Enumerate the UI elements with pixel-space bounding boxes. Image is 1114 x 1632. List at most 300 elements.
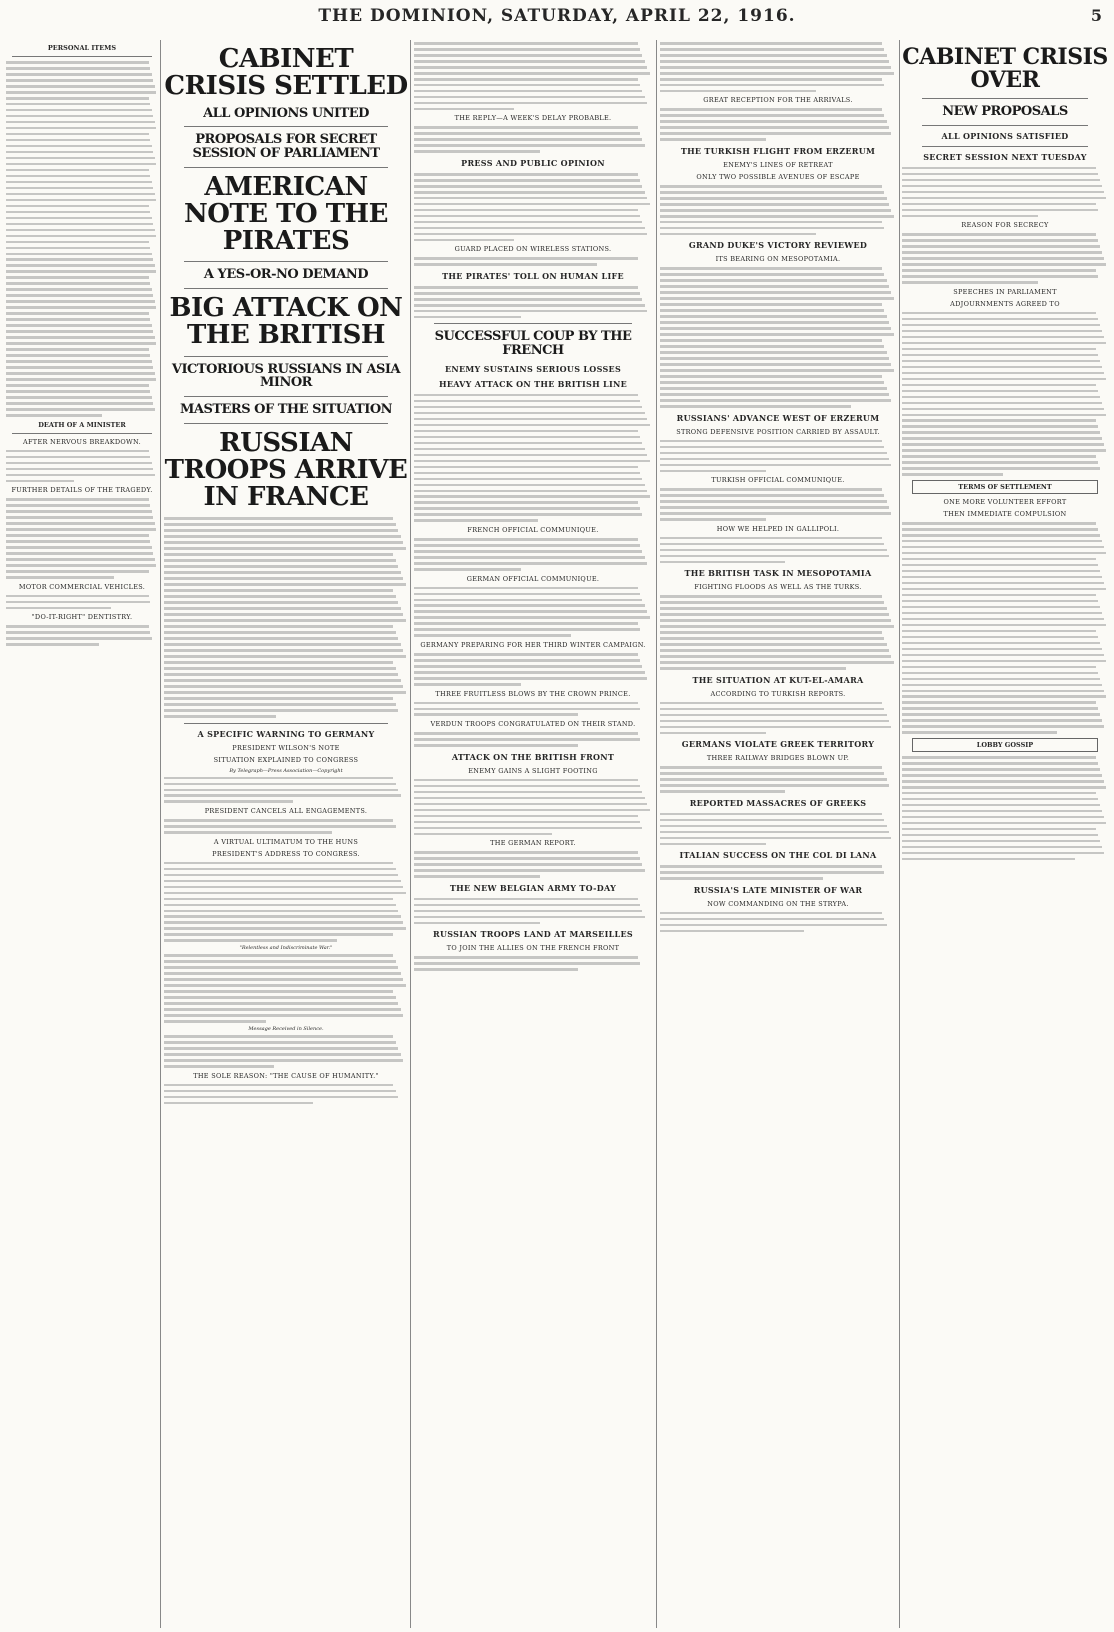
text-line [902,816,1104,819]
text-line [660,667,846,670]
text-line [6,462,152,465]
text-line [6,504,150,507]
text-line [414,956,638,959]
text-line [902,455,1096,458]
text-line [902,690,1104,693]
text-line [902,251,1102,254]
text-line [902,606,1100,609]
text-line [164,939,337,942]
text-line [414,221,642,224]
text-line [660,512,891,515]
text-line [660,90,816,93]
text-line [902,342,1106,345]
text-line [414,869,645,872]
article-body [660,440,896,473]
article-body [164,777,408,804]
headline-italian: ITALIAN SUCCESS ON THE COL DI LANA [679,850,877,861]
text-line [164,697,393,700]
text-line [902,425,1098,428]
text-line [6,510,152,513]
text-line [660,399,891,402]
text-line [414,910,642,913]
subheading: ONLY TWO POSSIBLE AVENUES OF ESCAPE [696,172,860,181]
text-line [414,604,645,607]
text-line [902,281,1038,284]
text-line [164,553,393,556]
text-line [6,270,156,273]
text-line [660,221,882,224]
text-line [414,490,647,493]
headline-proposals: PROPOSALS FOR SECRET SESSION OF PARLIAMENT [192,132,380,161]
text-line [902,546,1104,549]
text-line [660,381,884,384]
text-line [414,138,642,141]
text-line [414,460,650,463]
text-line [660,315,887,318]
text-line [414,827,642,830]
text-line [6,570,149,573]
text-line [164,777,393,780]
headline-minister-war: RUSSIA'S LATE MINISTER OF WAR [693,884,863,895]
article-body [414,653,652,686]
text-line [414,227,645,230]
article-body [6,498,158,578]
text-line [164,577,403,580]
text-line [414,702,638,705]
text-line [6,564,156,567]
text-line [414,587,638,590]
subheading: THE GERMAN REPORT. [490,839,576,848]
text-line [414,310,647,313]
text-line [6,151,153,154]
headline-big-attack: BIG ATTACK ON THE BRITISH [169,293,403,351]
text-line [902,203,1096,206]
text-line [6,456,150,459]
headline-toll: THE PIRATES' TOLL ON HUMAN LIFE [442,270,624,281]
text-line [902,695,1106,698]
text-line [902,558,1096,561]
text-line [164,709,398,712]
text-line [414,904,640,907]
text-line [164,933,393,936]
text-line [414,821,640,824]
text-line [164,996,396,999]
subheading: ENEMY GAINS A SLIGHT FOOTING [468,766,598,775]
article-body [660,42,896,92]
text-line [414,519,538,522]
article-body [660,108,896,141]
text-line [902,725,1104,728]
text-line [902,197,1106,200]
text-line [414,424,650,427]
text-line [6,91,156,94]
text-line [660,209,891,212]
text-line [164,637,398,640]
subheading: STRONG DEFENSIVE POSITION CARRIED BY ASSAULT. [676,427,880,436]
text-line [660,452,887,455]
article-body [660,813,896,846]
text-line [6,354,150,357]
text-line [902,594,1096,597]
text-line [902,173,1098,176]
text-line [902,191,1104,194]
text-line [902,275,1098,278]
text-line [6,468,153,471]
text-line [6,187,153,190]
text-line [660,470,766,473]
headline-american-note: AMERICAN NOTE TO THE PIRATES [184,171,388,257]
text-line [902,324,1100,327]
text-line [660,555,889,558]
text-line [414,132,640,135]
text-line [414,968,578,971]
article-body [164,862,408,942]
text-line [6,330,153,333]
text-line [164,661,393,664]
text-line [902,654,1104,657]
text-line [6,276,149,279]
text-line [414,610,647,613]
text-line [414,599,642,602]
text-line [660,369,894,372]
text-line [414,90,642,93]
text-line [6,139,150,142]
text-line [902,576,1102,579]
text-line [660,619,891,622]
subheading: GERMAN OFFICIAL COMMUNIQUE. [466,574,600,583]
text-line [902,858,1075,861]
text-line [660,375,882,378]
text-line [902,167,1096,170]
text-line [660,720,889,723]
text-line [164,649,403,652]
text-line [6,528,156,531]
headline-russian-troops: RUSSIAN TROOPS ARRIVE IN FRANCE [164,427,408,513]
headline-attack-front: ATTACK ON THE BRITISH FRONT [451,751,615,762]
text-line [164,1014,403,1017]
text-line [164,794,401,797]
text-line [164,655,406,658]
text-line [660,561,785,564]
text-line [164,1053,401,1056]
headline-victorious: VICTORIOUS RUSSIANS IN ASIA MINOR [171,361,401,391]
text-line [164,819,393,822]
text-line [414,66,647,69]
text-line [660,625,894,628]
text-line [414,472,640,475]
text-line [660,930,804,933]
text-line [414,622,638,625]
text-line [414,96,645,99]
text-line [164,1065,274,1068]
text-line [6,450,149,453]
article-body [660,912,896,933]
text-line [902,666,1096,669]
text-line [6,643,99,646]
text-line [164,800,293,803]
article-body [414,126,652,153]
section-heading-death: DEATH OF A MINISTER [38,420,126,429]
text-line [660,543,884,546]
article-body [414,779,652,835]
text-line [660,918,884,921]
text-line [902,360,1100,363]
text-line [660,631,882,634]
headline-coup: SUCCESSFUL COUP BY THE FRENCH [434,329,632,359]
text-line [660,912,882,915]
text-line [414,430,638,433]
text-line [414,466,638,469]
subheading: GUARD PLACED ON WIRELESS STATIONS. [454,245,612,254]
column-cabinet-over [902,40,1108,1628]
text-line [902,564,1098,567]
text-line [414,556,645,559]
text-line [6,396,152,399]
text-line [6,474,155,477]
text-line [164,874,398,877]
text-line [6,157,155,160]
text-line [660,120,887,123]
text-line [414,593,640,596]
text-line [164,921,403,924]
text-line [414,54,642,57]
text-line [902,582,1104,585]
text-line [414,495,650,498]
text-line [660,643,887,646]
text-line [660,595,882,598]
text-line [6,61,149,64]
text-line [414,185,642,188]
text-line [660,865,882,868]
article-body [6,61,158,417]
article-body [414,956,652,971]
text-line [660,778,887,781]
text-line [660,203,889,206]
text-line [660,405,851,408]
text-line [6,480,74,483]
text-line [660,488,882,491]
subheading: TO JOIN THE ALLIES ON THE FRENCH FRONT [446,944,620,953]
text-line [6,127,156,130]
article-body [902,312,1108,476]
text-line [660,60,889,63]
text-line [902,624,1106,627]
text-line [414,233,647,236]
headline-satisfied: ALL OPINIONS SATISFIED [941,130,1069,141]
text-line [414,671,645,674]
text-line [6,402,153,405]
text-line [902,522,1096,525]
text-line [414,412,645,415]
text-line [660,327,891,330]
text-line [660,518,766,521]
text-line [660,766,882,769]
text-line [414,179,640,182]
text-line [414,738,640,741]
text-line [164,559,396,562]
text-line [902,348,1096,351]
text-line [660,924,887,927]
text-line [660,732,766,735]
text-line [6,631,150,634]
text-line [902,798,1098,801]
text-line [6,163,156,166]
subheading: NOW COMMANDING ON THE STRYPA. [707,899,849,908]
text-line [902,467,1100,470]
article-body [414,702,652,717]
text-line [164,831,332,834]
article-body [164,954,408,1022]
text-line [164,892,406,895]
article-body [414,538,652,571]
text-line [6,366,153,369]
article-body [164,819,408,834]
text-line [414,922,540,925]
text-line [902,630,1096,633]
subheading: ONE MORE VOLUNTEER EFFORT [943,497,1067,506]
text-line [902,408,1104,411]
text-line [660,784,889,787]
subheading: PRESIDENT CANCELS ALL ENGAGEMENTS. [204,807,368,816]
text-line [164,583,406,586]
text-line [902,378,1106,381]
text-line [6,109,152,112]
column-russia [660,40,896,1628]
text-line [660,185,882,188]
text-line [164,685,403,688]
text-line [164,978,403,981]
subheading: PRESIDENT WILSON'S NOTE [232,743,340,752]
subheading: FIGHTING FLOODS AS WELL AS THE TURKS. [694,583,862,592]
text-line [6,181,152,184]
text-line [6,294,153,297]
text-line [6,607,111,610]
article-body [660,595,896,669]
headline-crisis-over: CABINET CRISIS OVER [902,44,1108,94]
text-line [414,286,638,289]
text-line [414,316,521,319]
text-line [414,659,640,662]
article-body [660,766,896,793]
text-line [902,731,1057,734]
text-line [6,169,149,172]
text-line [660,363,891,366]
text-line [414,857,640,860]
text-line [164,1047,398,1050]
subheading: THREE FRUITLESS BLOWS BY THE CROWN PRINCE. [435,689,631,698]
headline-mesopotamia: THE BRITISH TASK IN MESOPOTAMIA [684,568,872,579]
text-line [902,402,1102,405]
text-line [902,233,1096,236]
text-line [414,815,638,818]
article-body [414,732,652,747]
text-line [414,60,645,63]
byline: By Telegraph—Press Association—Copyright [229,767,343,774]
text-line [660,661,894,664]
text-line [902,318,1098,321]
text-line [6,241,149,244]
text-line [660,494,884,497]
article-body [414,42,652,110]
text-line [414,962,640,965]
text-line [164,1084,393,1087]
subheading: TURKISH OFFICIAL COMMUNIQUE. [711,476,845,485]
text-line [414,875,540,878]
text-line [660,273,884,276]
headline-grand-duke: GRAND DUKE'S VICTORY REVIEWED [688,240,868,251]
text-line [660,537,882,540]
text-line [902,336,1104,339]
headline-heavy-attack: HEAVY ATTACK ON THE BRITISH LINE [438,378,628,389]
text-line [660,831,889,834]
headline-all-opinions: ALL OPINIONS UNITED [203,105,369,121]
text-line [660,357,889,360]
text-line [660,837,891,840]
text-line [164,703,396,706]
text-line [6,67,150,70]
text-line [414,203,650,206]
subheading: A VIRTUAL ULTIMATUM TO THE HUNS [213,837,359,846]
text-line [164,535,401,538]
text-line [6,300,155,303]
text-line [414,292,640,295]
text-line [414,191,645,194]
column-divider [410,40,411,1628]
text-line [902,713,1100,716]
text-line [164,667,396,670]
text-line [164,898,393,901]
text-line [164,679,401,682]
text-line [902,552,1106,555]
text-line [414,42,638,45]
column-personal [6,40,158,1628]
text-line [6,378,156,381]
text-line [902,774,1102,777]
text-line [164,715,276,718]
text-line [902,804,1100,807]
article-body [414,173,652,241]
text-line [164,547,406,550]
text-line [902,792,1096,795]
text-line [414,732,638,735]
text-line [902,366,1102,369]
text-line [414,84,640,87]
text-line [660,871,884,874]
text-line [660,726,891,729]
text-line [6,637,152,640]
text-line [660,708,884,711]
subheading: ENEMY'S LINES OF RETREAT [723,160,833,169]
boxed-heading: TERMS OF SETTLEMENT [912,480,1098,494]
text-line [414,304,645,307]
text-line [164,915,401,918]
text-line [6,211,150,214]
text-line [902,612,1102,615]
article-body [660,185,896,235]
text-line [902,540,1102,543]
text-line [660,714,887,717]
text-line [164,1102,313,1105]
text-line [6,223,153,226]
text-line [414,538,638,541]
text-line [164,541,403,544]
text-line [414,144,645,147]
text-line [6,390,150,393]
subheading: Message Received in Silence. [248,1026,324,1033]
text-line [660,549,887,552]
text-line [902,396,1100,399]
text-line [660,351,887,354]
